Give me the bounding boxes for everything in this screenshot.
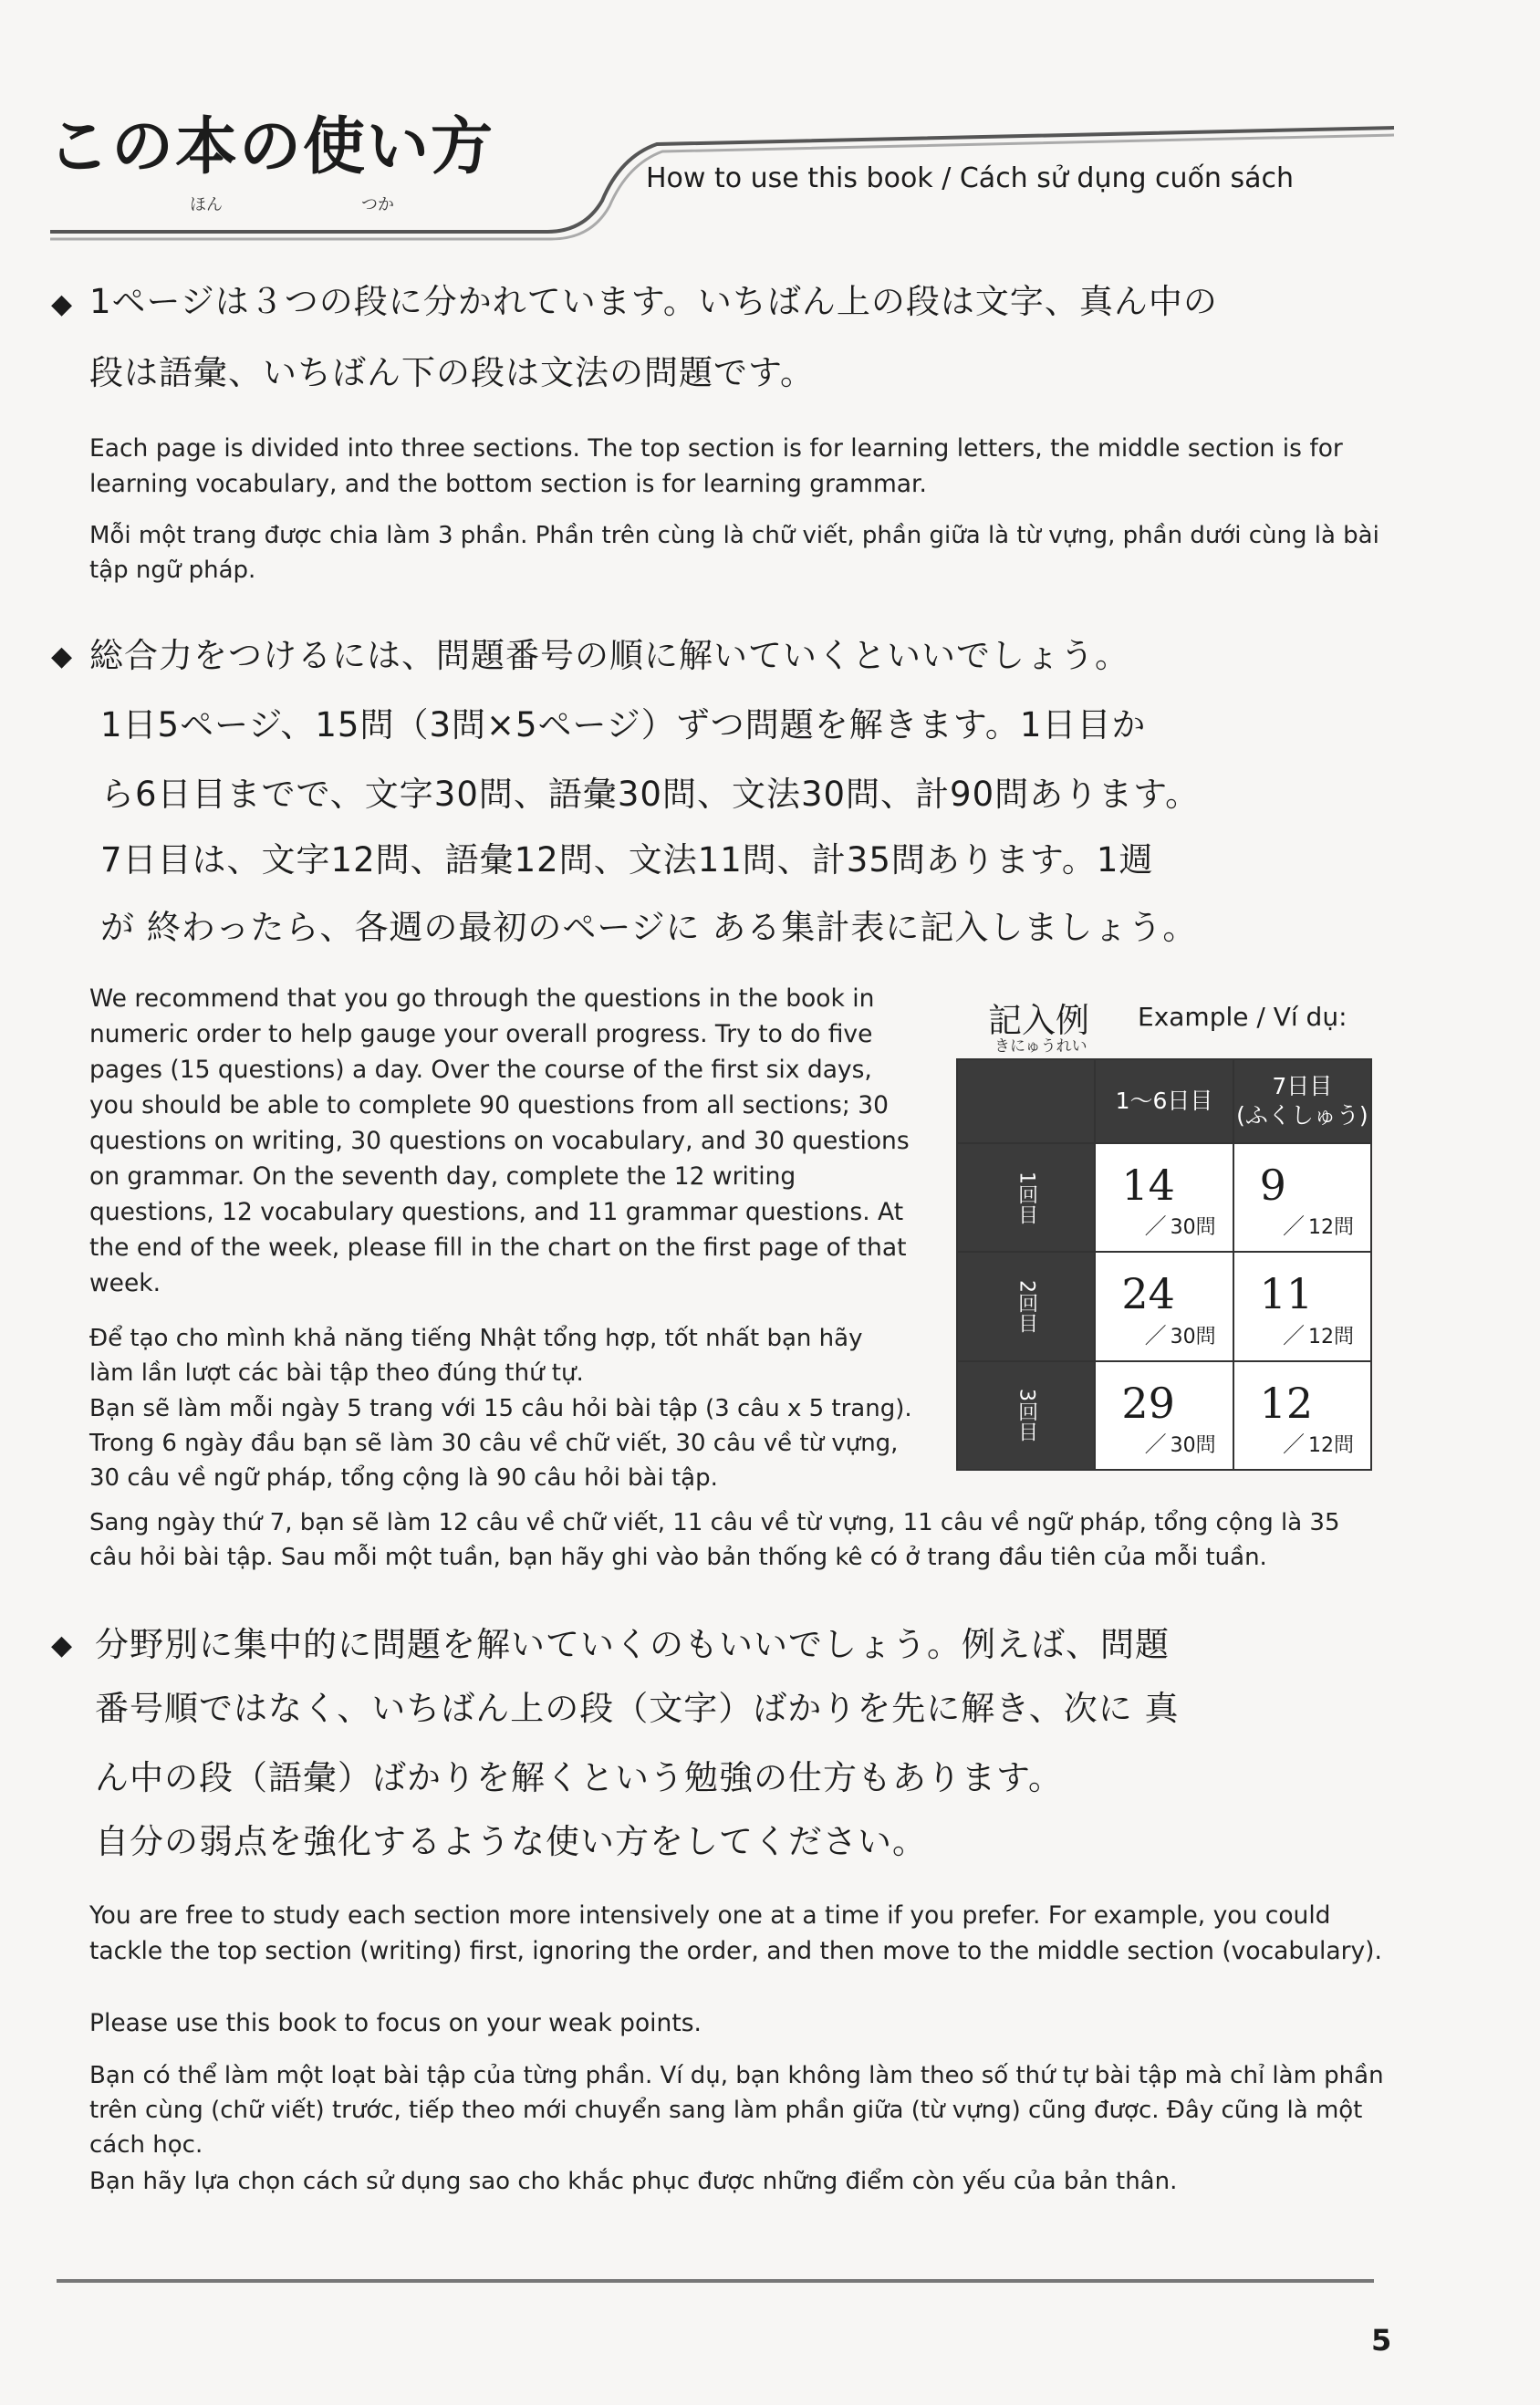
example-label: 記入例	[988, 1001, 1089, 1040]
section3-jp-line-2: 番号順ではなく、いちばん上の段（文字）ばかりを先に解き、次に 真	[95, 1689, 1180, 1728]
chart-row-label: 2回目	[957, 1252, 1095, 1360]
chart-row-label: 3回目	[957, 1361, 1095, 1470]
chart-header-day-7: 7日目 (ふくしゅう)	[1233, 1059, 1371, 1143]
section1-english: Each page is divided into three sections. The top section is for learning letters, the middle section is for learning vocabulary, and the bottom section is for learning grammar.	[89, 434, 1343, 498]
example-sublabel: Example / Ví dụ:	[1138, 1002, 1348, 1032]
page-title: この本の使い方	[47, 111, 495, 183]
section3-jp-line-1: 分野別に集中的に問題を解いていくのもいいでしょう。例えば、問題	[95, 1625, 1170, 1664]
section1-jp-line-2: 段は語彙、いちばん下の段は文法の問題です。	[89, 353, 816, 392]
section2-jp-line-3: ら6日目までで、文字30問、語彙30問、文法30問、計90問あります。	[100, 775, 1201, 814]
example-tally-chart	[956, 1058, 1372, 1471]
section2-vietnamese-1: Để tạo cho mình khả năng tiếng Nhật tổng hợp, tốt nhất bạn hãy làm lần lượt các bài tập theo đúng thứ tự.	[89, 1325, 863, 1387]
page-number: 5	[1371, 2323, 1392, 2358]
ruby-hon: ほん	[190, 195, 223, 214]
section3-english-1: You are free to study each section more intensively one at a time if you prefer. For example, you could tackle the top section (writing) first, ignoring the order, and then move to the middle section (vocabulary).	[89, 1901, 1382, 1965]
section2-jp-line-5: が 終わったら、各週の最初のページに ある集計表に記入しましょう。	[100, 908, 1198, 947]
bullet-icon: ◆	[51, 288, 73, 320]
section1-vietnamese: Mỗi một trang được chia làm 3 phần. Phần trên cùng là chữ viết, phần giữa là từ vựng, phần dưới cùng là bài tập ngữ pháp.	[89, 522, 1379, 584]
section3-vietnamese-1: Bạn có thể làm một loạt bài tập của từng phần. Ví dụ, bạn không làm theo số thứ tự bài tập mà chỉ làm phần trên cùng (chữ viết) trước, tiếp theo mới chuyển sang làm phần giữa (từ vựng) cũng được. Đây cũng là một cách học.	[89, 2062, 1384, 2159]
section3-vietnamese-2: Bạn hãy lựa chọn cách sử dụng sao cho khắc phục được những điểm còn yếu của bản thân.	[89, 2168, 1178, 2195]
example-label-furigana: きにゅうれい	[994, 1037, 1087, 1056]
section2-jp-line-4: 7日目は、文字12問、語彙12問、文法11問、計35問あります。1週	[100, 840, 1154, 880]
chart-corner	[957, 1059, 1095, 1143]
chart-cell: 9 ／ 12問	[1233, 1143, 1371, 1252]
section3-english-2: Please use this book to focus on your weak points.	[89, 2009, 702, 2037]
section3-jp-line-3: ん中の段（語彙）ばかりを解くという勉強の仕方もあります。	[95, 1758, 1064, 1797]
chart-cell: 24 ／ 30問	[1095, 1252, 1233, 1360]
section2-english: We recommend that you go through the questions in the book in numeric order to help gauge your overall progress. Try to do five pages (15 questions) a day. Over the course of the first six days, you should be able to complete 90 questions from all sections; 30 questions on writing, 30 questions on vocabulary, and 30 questions on grammar. On the seventh day, complete the 12 writing questions, 12 vocabulary questions, and 11 grammar questions. At the end of the week, please fill in the chart on the first page of that week.	[89, 984, 910, 1297]
chart-row-label: 1回目	[957, 1143, 1095, 1252]
bullet-icon: ◆	[51, 1629, 73, 1661]
chart-cell: 11 ／ 12問	[1233, 1252, 1371, 1360]
page-subtitle: How to use this book / Cách sử dụng cuốn sách	[646, 162, 1294, 194]
section2-jp-line-2: 1日5ページ、15問（3問×5ページ）ずつ問題を解きます。1日目か	[100, 705, 1147, 744]
section1-jp-line-1: 1ページは３つの段に分かれています。いちばん上の段は文字、真ん中の	[89, 282, 1218, 321]
chart-cell: 29 ／ 30問	[1095, 1361, 1233, 1470]
section3-jp-line-4: 自分の弱点を強化するような使い方をしてください。	[95, 1822, 927, 1861]
footer-rule	[57, 2279, 1374, 2283]
chart-cell: 14 ／ 30問	[1095, 1143, 1233, 1252]
section2-vietnamese-2: Bạn sẽ làm mỗi ngày 5 trang với 15 câu hỏi bài tập (3 câu x 5 trang). Trong 6 ngày đầu bạn sẽ làm 30 câu về chữ viết, 30 câu về từ vựng, 30 câu về ngữ pháp, tổng cộng là 90 câu hỏi bài tập.	[89, 1395, 912, 1492]
section2-vietnamese-3: Sang ngày thứ 7, bạn sẽ làm 12 câu về chữ viết, 11 câu về từ vựng, 11 câu về ngữ pháp, tổng cộng là 35 câu hỏi bài tập. Sau mỗi một tuần, bạn hãy ghi vào bản thống kê có ở trang đầu tiên của mỗi tuần.	[89, 1509, 1340, 1571]
section2-jp-line-1: 総合力をつけるには、問題番号の順に解いていくといいでしょう。	[89, 636, 1129, 675]
bullet-icon: ◆	[51, 640, 73, 672]
ruby-tsuka: つか	[361, 195, 394, 214]
chart-cell: 12 ／ 12問	[1233, 1361, 1371, 1470]
chart-header-days-1-6: 1～6日目	[1095, 1059, 1233, 1143]
